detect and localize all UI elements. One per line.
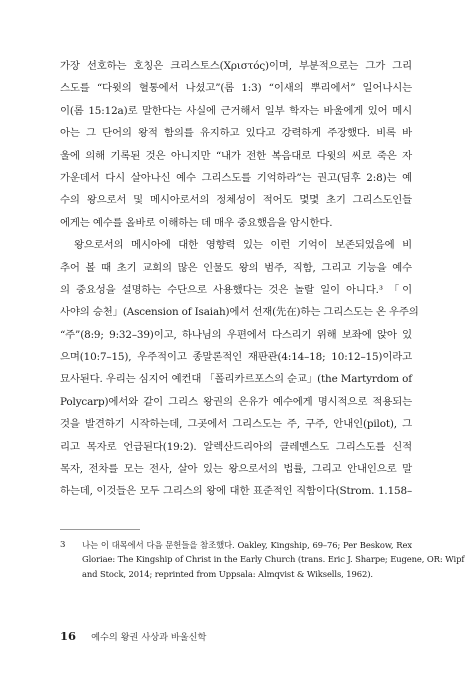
body-line: 울에 의해 기록된 것은 아니지만 “내가 전한 복음대로 다윗의 씨로 죽은 자 bbox=[60, 149, 412, 162]
body-line: 스도를 “다윗의 혈통에서 나셨고”(롬 1:3) “이새의 뿌리에서” 일어나시는 bbox=[60, 82, 412, 95]
body-line: 왕으로서의 메시아에 대한 영향력 있는 이런 기억이 보존되었음에 비 bbox=[74, 239, 412, 252]
footnote-line: Gloriae: The Kingship of Christ in the Early Church (trans. Eric J. Sharpe; Eugene, OR: Wipf bbox=[82, 554, 465, 565]
footnote-line: 나는 이 대목에서 다음 문헌들을 참조했다. Oakley, Kingship, 69–76; Per Beskow, Rex bbox=[82, 540, 412, 550]
body-line: 사야의 승천」(Ascension of Isaiah)에서 선재(先在)하는 그리스도는 온 우주의 bbox=[60, 306, 419, 319]
body-line: 것을 발견하기 시작하는데, 그곳에서 그리스도는 주, 구주, 안내인(pilot), 그 bbox=[60, 418, 412, 431]
running-title: 예수의 왕권 사상과 바울신학 bbox=[91, 632, 207, 643]
body-line: “주”(8:9; 9:32–39)이고, 하나님의 우편에서 다스리기 위해 보좌에 앉아 있 bbox=[60, 328, 412, 341]
body-line: 의 중요성을 설명하는 수단으로 사용했다는 것은 놀랄 일이 아니다.³ 「이 bbox=[60, 283, 412, 296]
body-line: 에게는 예수를 올바로 이해하는 데 매우 중요했음을 암시한다. bbox=[60, 216, 333, 229]
footnote-number: 3 bbox=[60, 540, 66, 550]
body-text bbox=[60, 55, 419, 503]
body-line: 으며(10:7–15), 우주적이고 종말론적인 재판관(4:14–18; 10:12–15)이라고 bbox=[60, 351, 412, 364]
footnote-line: and Stock, 2014; reprinted from Uppsala: Almqvist & Wiksells, 1962). bbox=[82, 568, 373, 579]
body-line: 가운데서 다시 살아나신 예수 그리스도를 기억하라”는 권고(딤후 2:8)는 예 bbox=[60, 171, 412, 184]
body-line: 목자, 전차를 모는 전사, 살아 있는 왕으로서의 법률, 그리고 안내인으로 말 bbox=[60, 463, 412, 476]
body-line: 묘사된다. 우리는 심지어 예컨대 「폴리카르포스의 순교」(the Martyrdom of bbox=[60, 373, 412, 386]
footnote-text bbox=[82, 538, 465, 581]
body-line: 수의 왕으로서 및 메시아로서의 정체성이 적어도 몇몇 초기 그리스도인들 bbox=[60, 194, 412, 207]
body-line: 이(롬 15:12a)로 말한다는 사실에 근거해서 일부 학자는 바울에게 있어 메시 bbox=[60, 104, 412, 117]
body-line: 리고 목자로 언급된다(19:2). 알렉산드리아의 클레멘스도 그리스도를 신적 bbox=[60, 440, 412, 453]
body-line: Polycarp)에서와 같이 그리스 왕권의 은유가 예수에게 명시적으로 적용되는 bbox=[60, 395, 412, 408]
footnote-divider bbox=[60, 529, 140, 530]
body-line: 아는 그 단어의 왕적 함의를 유지하고 있다고 강력하게 주장했다. 비록 바 bbox=[60, 127, 412, 140]
body-line: 하는데, 이것들은 모두 그리스의 왕에 대한 표준적인 직함이다(Strom. 1.158– bbox=[60, 485, 412, 498]
body-line: 추어 볼 때 초기 교회의 많은 인물도 왕의 범주, 직함, 그리고 기능을 예수 bbox=[60, 261, 412, 274]
page-footer bbox=[60, 627, 206, 643]
body-line: 가장 선호하는 호칭은 크리스토스(Χριστός)이며, 부분적으로는 그가 그리 bbox=[60, 60, 412, 72]
page-number: 16 bbox=[60, 629, 77, 643]
